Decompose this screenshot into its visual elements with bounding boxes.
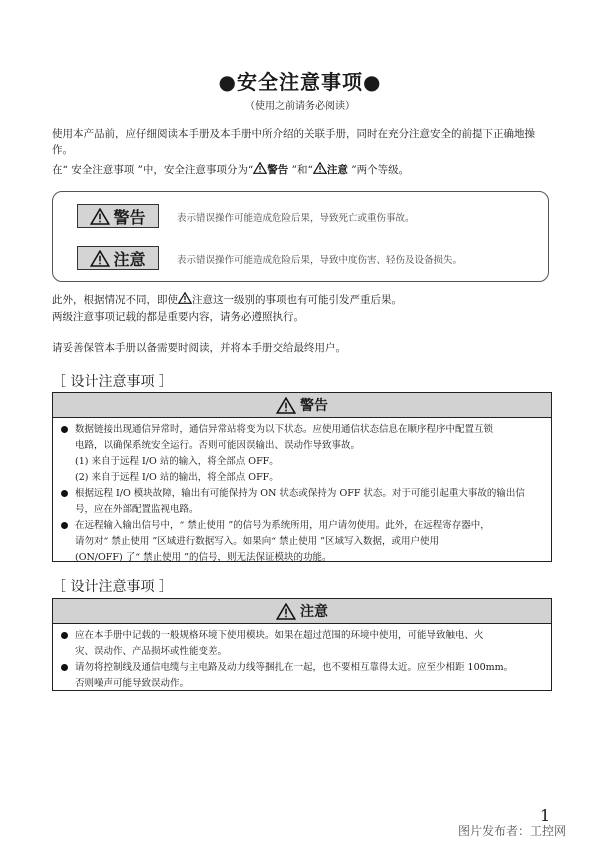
- bullet-icon: [61, 522, 68, 529]
- warning-notice-header: [53, 393, 551, 418]
- levels-intro-paragraph: [52, 162, 552, 178]
- list-item: [61, 628, 543, 660]
- page-subtitle: （使用之前请务必阅读）: [245, 101, 355, 112]
- caution-triangle-icon: [276, 603, 296, 620]
- caution-level-description: 表示错误操作可能造成危险后果，导致中度伤害、轻伤及设备损失。: [177, 255, 463, 266]
- item-line: 根据远程 I/O 模块故障，输出有可能保持为 ON 状态或保持为 OFF 状态。对于可能引起重大事故的输出信: [75, 488, 525, 499]
- item-subline: (1) 来自于远程 I/O 站的输入，将全部点 OFF。: [75, 456, 279, 467]
- page-title: ●安全注意事项●: [218, 70, 382, 94]
- caution-notice-title: 注意: [300, 604, 328, 620]
- warning-notice-title: 警告: [300, 398, 328, 414]
- levels-intro-warning: 警告: [267, 164, 289, 176]
- warning-triangle-icon: [253, 162, 267, 174]
- caution-triangle-icon: [313, 162, 327, 174]
- item-line: 请勿将控制线及通信电缆与主电路及动力线等捆扎在一起，也不要相互靠得太近。应至少相距 100mm。: [75, 662, 514, 673]
- caution-note-suffix: 这一级别的事项也有可能引发严重后果。: [213, 294, 402, 306]
- intro-paragraph: 使用本产品前，应仔细阅读本手册及本手册中所介绍的关联手册，同时在充分注意安全的前提下正确地操作。: [52, 128, 535, 156]
- levels-intro-mid: ”和“: [288, 164, 313, 176]
- warning-triangle-icon: [276, 397, 296, 414]
- warning-level-badge: [77, 204, 159, 228]
- design-precautions-heading-2: ［ 设计注意事项 ］: [52, 579, 173, 595]
- caution-notice-body: [53, 624, 551, 692]
- levels-intro-suffix: ”两个等级。: [347, 164, 410, 176]
- bullet-icon: [61, 632, 68, 639]
- design-precautions-heading: ［ 设计注意事项 ］: [52, 374, 173, 390]
- caution-notice-box: [52, 598, 552, 691]
- warning-notice-body: [53, 418, 551, 566]
- list-item: [61, 422, 543, 486]
- item-subline: (2) 来自于远程 I/O 站的输出，将全部点 OFF。: [75, 472, 279, 483]
- bullet-icon: [61, 664, 68, 671]
- severity-levels-box: [52, 191, 549, 282]
- item-line: (ON/OFF) 了“ 禁止使用 ”的信号，则无法保证模块的功能。: [75, 552, 332, 563]
- item-line: 数据链接出现通信异常时，通信异常站将变为以下状态。应使用通信状态信息在顺序程序中配置互锁: [75, 424, 494, 435]
- warning-notice-box: [52, 392, 552, 562]
- caution-note-prefix: 此外，根据情况不同，即使: [52, 294, 178, 306]
- item-line: 电路，以确保系统安全运行。否则可能因误输出、误动作导致事故。: [75, 440, 361, 451]
- item-line: 否则噪声可能导致误动作。: [75, 678, 190, 689]
- caution-severity-note: [52, 292, 552, 308]
- levels-intro-caution: 注意: [326, 164, 348, 176]
- levels-intro-prefix: 在“ 安全注意事项 ”中，安全注意事项分为“: [52, 164, 254, 176]
- item-line: 应在本手册中记载的一般规格环境下使用模块。如果在超过范围的环境中使用，可能导致触电、火: [75, 630, 484, 641]
- caution-triangle-icon: [90, 250, 110, 267]
- caution-level-badge: [77, 246, 159, 270]
- warning-triangle-icon: [90, 208, 110, 225]
- list-item: [61, 486, 543, 518]
- bullet-icon: [61, 490, 68, 497]
- caution-triangle-icon: [178, 292, 192, 304]
- list-item: [61, 660, 543, 692]
- item-line: 灾、误动作、产品损坏或性能变差。: [75, 646, 228, 657]
- item-line: 号，应在外部配置监视电路。: [75, 504, 199, 515]
- item-line: 在远程输入输出信号中，“ 禁止使用 ”的信号为系统所用，用户请勿使用。此外，在远程寄存器中，: [75, 520, 490, 531]
- bullet-icon: [61, 426, 68, 433]
- warning-level-description: 表示错误操作可能造成危险后果，导致死亡或重伤事故。: [177, 213, 415, 224]
- warning-level-label: 警告: [113, 207, 146, 227]
- item-line: 请勿对“ 禁止使用 ”区域进行数据写入。如果向“ 禁止使用 ”区域写入数据，或用户使用: [75, 536, 440, 547]
- caution-note-word: 注意: [192, 294, 213, 306]
- importance-note: 两级注意事项记载的都是重要内容，请务必遵照执行。: [52, 311, 304, 323]
- watermark-text: 图片发布者：工控网: [458, 824, 567, 838]
- caution-level-label: 注意: [113, 249, 146, 269]
- list-item: [61, 518, 543, 566]
- caution-notice-header: [53, 599, 551, 624]
- keep-manual-note: 请妥善保管本手册以备需要时阅读，并将本手册交给最终用户。: [52, 342, 346, 354]
- page-number: 1: [540, 806, 551, 825]
